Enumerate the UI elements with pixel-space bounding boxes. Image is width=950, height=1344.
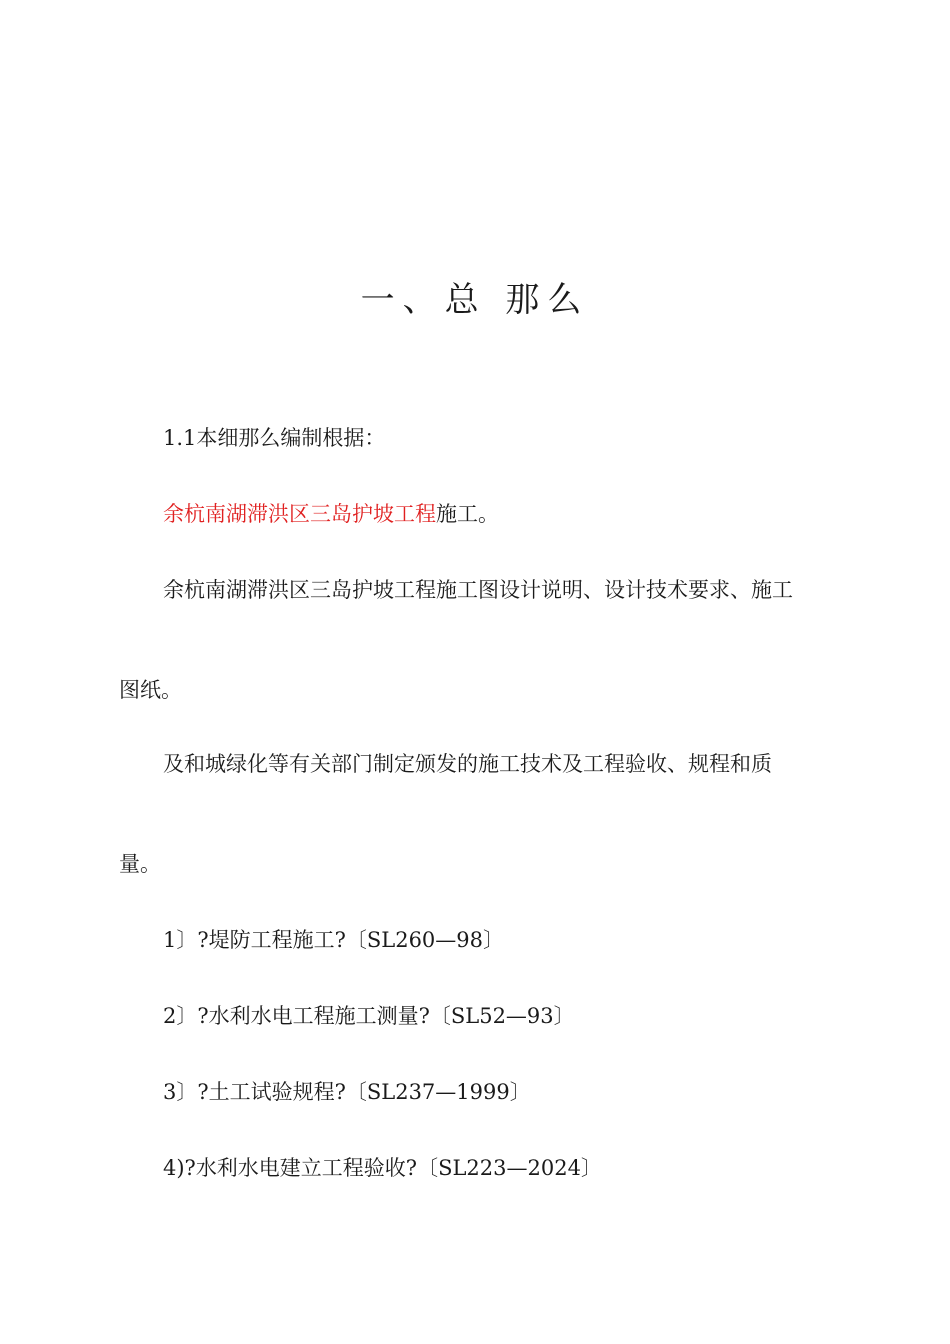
basis-heading: 1.1本细那么编制根据： — [163, 426, 386, 450]
standard-item: 2〕?水利水电工程施工测量?〔SL52—93〕 — [163, 1004, 575, 1028]
regulations-item-line1: 及和城绿化等有关部门制定颁发的施工技术及工程验收、规程和质 — [163, 752, 772, 776]
standard-item: 3〕?土工试验规程?〔SL237—1999〕 — [163, 1080, 531, 1104]
construction-item — [163, 500, 499, 528]
project-name-highlight: 余杭南湖滞洪区三岛护坡工程 — [163, 502, 436, 526]
regulations-item-line2: 量。 — [119, 852, 161, 876]
design-item-line1: 余杭南湖滞洪区三岛护坡工程施工图设计说明、设计技术要求、施工 — [163, 578, 793, 602]
standard-item: 1〕?堤防工程施工?〔SL260—98〕 — [163, 928, 505, 952]
standard-item: 4)?水利水电建立工程验收?〔SL223—2024〕 — [163, 1156, 602, 1180]
chapter-title: 一、总 那么 — [360, 280, 590, 320]
design-item-line2: 图纸。 — [119, 678, 182, 702]
construction-item-suffix: 施工。 — [436, 502, 499, 526]
